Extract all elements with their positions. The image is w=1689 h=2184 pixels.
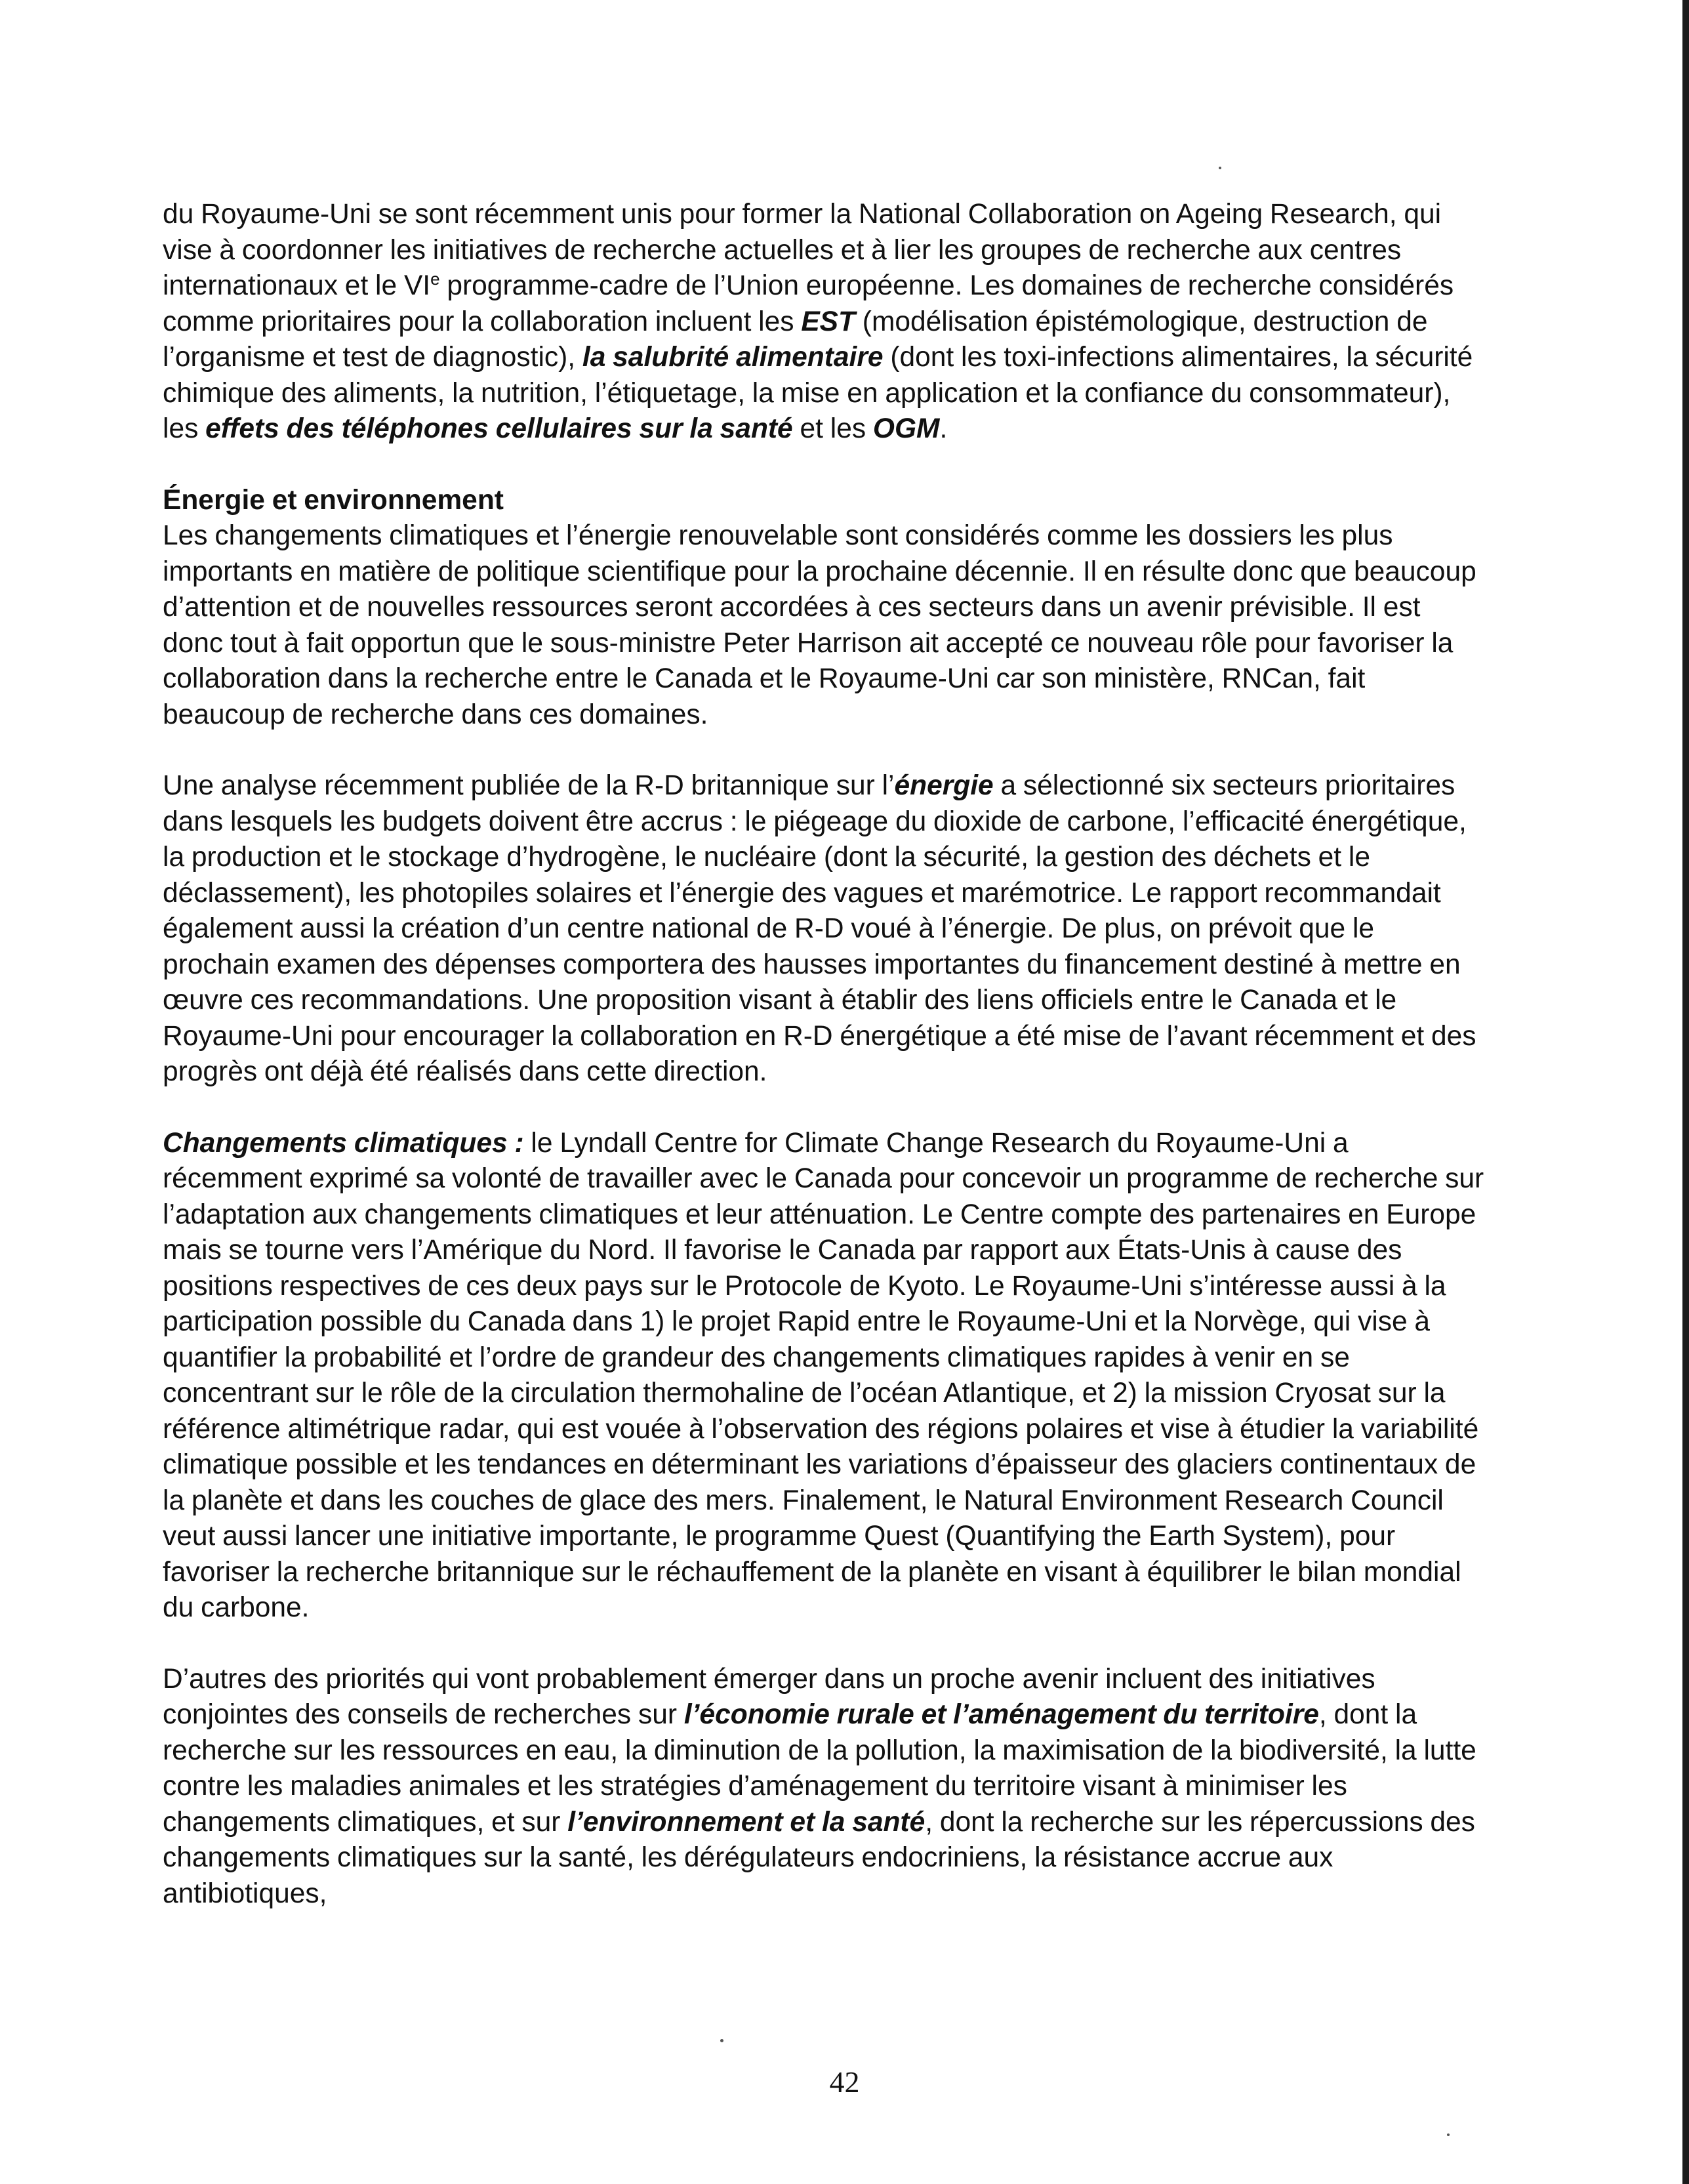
section-energie-environnement	[163, 483, 1488, 733]
body-text: a sélectionné six secteurs prioritaires dans lesquels les budgets doivent être accrus : le piégeage du dioxide de carbone, l’efficacité énergétique, la production et le stockage d’hydrogène, le nucléaire (dont la sécurité, la gestion des déchets et le déclassement), les photopiles solaires et l’énergie des vagues et marémotrice. Le rapport recommandait également aussi la création d’un centre national de R-D voué à l’énergie. De plus, on prévoit que le prochain examen des dépenses comportera des hausses importantes du financement destiné à mettre en œuvre ces recommandations. Une proposition visant à établir des liens officiels entre le Canada et le Royaume-Uni pour encourager la collaboration en R-D énergétique a été mise de l’avant récemment et des progrès ont déjà été réalisés dans cette direction.	[163, 770, 1476, 1087]
paragraph	[163, 518, 1488, 733]
scan-page-edge	[1682, 0, 1689, 2184]
paragraph	[163, 197, 1488, 447]
body-text: Une analyse récemment publiée de la R-D britannique sur l’	[163, 770, 895, 801]
emphasis-text: Changements climatiques :	[163, 1127, 524, 1159]
paragraph	[163, 1662, 1488, 1912]
body-text: le Lyndall Centre for Climate Change Research du Royaume-Uni a récemment exprimé sa volonté de travailler avec le Canada pour concevoir un programme de recherche sur l’adaptation aux changements climatiques et leur atténuation. Le Centre compte des partenaires en Europe mais se tourne vers l’Amérique du Nord. Il favorise le Canada par rapport aux États-Unis à cause des positions respectives de ces deux pays sur le Protocole de Kyoto. Le Royaume-Uni s’intéresse aussi à la participation possible du Canada dans 1) le projet Rapid entre le Royaume-Uni et la Norvège, qui vise à quantifier la probabilité et l’ordre de grandeur des changements climatiques rapides à venir en se concentrant sur le rôle de la circulation thermohaline de l’océan Atlantique, et 2) la mission Cryosat sur la référence altimétrique radar, qui est vouée à l’observation des régions polaires et vise à étudier la variabilité climatique possible et les tendances en déterminant les variations d’épaisseur des glaciers continentaux de la planète et dans les couches de glace des mers. Finalement, le Natural Environment Research Council veut aussi lancer une initiative importante, le programme Quest (Quantifying the Earth System), pour favoriser la recherche britannique sur le réchauffement de la planète en visant à équilibrer le bilan mondial du carbone.	[163, 1127, 1484, 1623]
page-number: 42	[829, 2065, 860, 2099]
body-text: (modélisation épistémologique, destruction de l’organisme et test de diagnostic),	[163, 306, 1428, 373]
superscript-text: e	[430, 268, 440, 289]
body-text: programme-cadre de l’Union européenne. Les domaines de recherche considérés comme prioritaires pour la collaboration incluent les	[163, 270, 1454, 337]
document-body	[163, 197, 1488, 1947]
paragraph	[163, 1126, 1488, 1626]
scan-speck	[720, 2039, 723, 2042]
body-text: D’autres des priorités qui vont probablement émerger dans un proche avenir incluent des initiatives conjointes des conseils de recherches sur	[163, 1663, 1375, 1730]
emphasis-text: OGM	[872, 413, 940, 444]
body-text: (dont les toxi-infections alimentaires, la sécurité chimique des aliments, la nutrition, l’étiquetage, la mise en application et la confiance du consommateur), les	[163, 342, 1473, 444]
paragraph	[163, 768, 1488, 1090]
body-text: Les changements climatiques et l’énergie renouvelable sont considérés comme les dossiers les plus importants en matière de politique scientifique pour la prochaine décennie. Il en résulte donc que beaucoup d’attention et de nouvelles ressources seront accordées à ces secteurs dans un avenir prévisible. Il est donc tout à fait opportun que le sous-ministre Peter Harrison ait accepté ce nouveau rôle pour favoriser la collaboration dans la recherche entre le Canada et le Royaume-Uni car son ministère, RNCan, fait beaucoup de recherche dans ces domaines.	[163, 520, 1476, 730]
body-text: et les	[792, 413, 873, 444]
emphasis-text: énergie	[894, 770, 994, 801]
emphasis-text: EST	[801, 306, 855, 337]
body-text: , dont la recherche sur les répercussions des changements climatiques sur la santé, les dérégulateurs endocriniens, la résistance accrue aux antibiotiques,	[163, 1806, 1475, 1909]
emphasis-text: l’environnement et la santé	[567, 1806, 926, 1838]
body-text: .	[939, 413, 948, 444]
emphasis-text: l’économie rurale et l’aménagement du territoire	[683, 1699, 1319, 1730]
scan-speck	[1447, 2133, 1450, 2136]
body-text: , dont la recherche sur les ressources en eau, la diminution de la pollution, la maximisation de la biodiversité, la lutte contre les maladies animales et les stratégies d’aménagement du territoire visant à minimiser les changements climatiques, et sur	[163, 1699, 1476, 1838]
scan-speck	[1219, 167, 1221, 169]
section-heading: Énergie et environnement	[163, 484, 504, 516]
body-text: du Royaume-Uni se sont récemment unis pour former la National Collaboration on Ageing Research, qui vise à coordonner les initiatives de recherche actuelles et à lier les groupes de recherche aux centres internationaux et le VI	[163, 199, 1442, 301]
emphasis-text: effets des téléphones cellulaires sur la santé	[205, 413, 793, 444]
emphasis-text: la salubrité alimentaire	[582, 342, 884, 373]
